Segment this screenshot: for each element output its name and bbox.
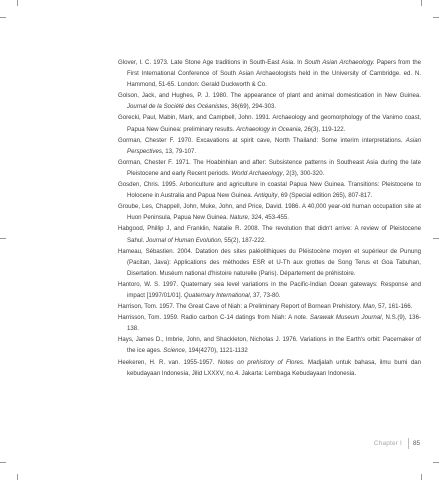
reference-text: , 194(4270), 1121-1132 <box>184 347 248 355</box>
reference-text: Groube, Les, Chappell, John, Muke, John, and Price, David. 1986. A 40,000 year-old human occupation site at Huon Peninsula, Papua New Guinea. <box>118 203 421 222</box>
reference-text: , 13, 79-107. <box>161 147 197 155</box>
crop-mark-top-right-vertical <box>421 0 422 6</box>
reference-text: , 55(2), 187-222. <box>220 236 266 244</box>
reference-text: Golson, Jack, and Hughes, P. J. 1980. The appearance of plant and animal domestication in New Guinea. <box>118 92 421 100</box>
reference-entry <box>118 57 421 90</box>
reference-text: Harrisson, Tom. 1959. Radio carbon C-14 datings from Niah: A note. <box>118 314 310 322</box>
reference-title-italic: Asian Perspectives <box>127 136 421 155</box>
reference-entry <box>118 201 421 223</box>
reference-entry <box>118 312 421 334</box>
crop-mark-top-right <box>433 17 439 18</box>
reference-entry <box>118 357 421 379</box>
reference-title-italic: South Asian Archaeology. <box>304 59 375 66</box>
reference-text: , 57, 161-166. <box>374 303 413 311</box>
reference-title-italic: Notes on prehistory of Flores <box>217 358 303 366</box>
reference-text: , 2(3), 300-320. <box>282 169 325 177</box>
reference-text: , 36(69), 294-303. <box>227 103 277 111</box>
reference-text: , 26(3), 119-122. <box>300 125 346 133</box>
reference-text: Papers from the First International Conference of South Asian Archaeologists held in the University of Cambridge. ed. N. Hammond, 51-65. London: Gerald Duckworth & Co. <box>127 59 422 89</box>
page-footer <box>0 438 439 450</box>
crop-mark-bottom-left <box>0 462 6 463</box>
reference-title-italic: Archaeology in Oceania <box>236 125 301 133</box>
crop-mark-bottom-right <box>433 462 439 463</box>
reference-title-italic: Nature <box>229 214 248 222</box>
reference-text: , 37, 73-80. <box>249 291 281 299</box>
reference-text: Hantoro, W. S. 1997. Quaternary sea level variations in the Pacific-Indian Ocean gateways: Response and impact [1997/01/01]. <box>118 280 421 299</box>
reference-title-italic: World Archaeology <box>231 169 283 177</box>
reference-text: Gorecki, Paul, Mabin, Mark, and Campbell, John. 1991. Archaeology and geomorphology of the Vanimo coast, Papua New Guinea: preliminary results. <box>118 114 421 133</box>
reference-entry <box>118 246 421 279</box>
reference-entry <box>118 334 421 356</box>
reference-text: Hameau, Sébastien. 2004. Datation des sites paléolithiques du Pléistocène moyen et supérieur de Punung (Pacitan, Java): Applications des méthodes ESR et U-Th aux grottes de Song Terus et Goa Tabuhan, Disertation. Muséum national d'histoire naturelle (Paris). Département de préhistoire. <box>118 247 421 277</box>
reference-text: , 69 (Special edition 265), 807-817. <box>277 192 373 200</box>
crop-mark-bottom-right-vertical <box>421 474 422 480</box>
reference-title-italic: Science <box>163 347 185 355</box>
crop-mark-bottom-left-vertical <box>17 474 18 480</box>
footer-separator <box>408 438 409 449</box>
reference-entry <box>118 112 421 134</box>
reference-entry <box>118 157 421 179</box>
reference-entry <box>118 135 421 157</box>
reference-entry <box>118 179 421 201</box>
reference-text: Habgood, Phillip J, and Franklin, Natalie R. 2008. The revolution that didn't arrive: A review of Pleistocene Sahul. <box>118 225 421 244</box>
reference-title-italic: Sarawak Museum Journal <box>309 314 382 322</box>
reference-entry <box>118 223 421 245</box>
reference-text: Glover, I. C. 1973. Late Stone Age traditions in South-East Asia. In <box>118 59 305 66</box>
crop-mark-top-left-vertical <box>17 0 18 6</box>
reference-entry <box>118 90 421 112</box>
reference-text: Hays, James D., Imbrie, John, and Shackleton, Nicholas J. 1976. Variations in the Earth's orbit: Pacemaker of the ice ages. <box>118 336 421 355</box>
reference-title-italic: Antiquity <box>254 192 278 200</box>
reference-entry <box>118 301 421 312</box>
reference-text: Gorman, Chester F. 1970. Excavations at spirit cave, North Thailand: Some interim interpretations. <box>118 136 406 144</box>
reference-title-italic: Journal of Human Evolution <box>145 236 221 244</box>
reference-title-italic: Journal de la Société des Océanistes <box>127 103 228 111</box>
reference-text: Harrison, Tom. 1957. The Great Cave of Niah: a Preliminary Report of Bornean Prehistory. <box>118 303 363 311</box>
crop-mark-top-left <box>0 17 6 18</box>
reference-text: Gosden, Chris. 1995. Arboriculture and agriculture in coastal Papua New Guinea. Transitions: Pleistocene to Holocene in Australia and Papua New Guinea. <box>118 181 421 200</box>
reference-text: , 324, 453-455. <box>247 214 289 222</box>
page-number: 85 <box>413 440 421 447</box>
reference-text: . Madjalah untuk bahasa, ilmu bumi dan kebudayaan Indonesia, Jilid LXXXV, no.4. Jakarta: Lembaga Kebudayaan Indonesia. <box>127 358 421 377</box>
reference-title-italic: Quaternary International <box>183 291 250 299</box>
crop-mark-right-middle <box>433 238 439 239</box>
reference-title-italic: Man <box>362 303 375 311</box>
reference-entry <box>118 279 421 301</box>
crop-mark-left-middle <box>0 238 6 239</box>
chapter-label: Chapter I <box>373 440 402 447</box>
reference-text: Heekeren, H. R. van. 1955-1957. <box>118 358 218 366</box>
reference-text: Gorman, Chester F. 1971. The Hoabinhian and after: Subsistence patterns in Southeast Asia during the late Pleistocene and early Recent periods. <box>118 158 421 177</box>
reference-text: , N.S.(9), 136-138. <box>127 314 421 333</box>
reference-list <box>118 57 421 379</box>
